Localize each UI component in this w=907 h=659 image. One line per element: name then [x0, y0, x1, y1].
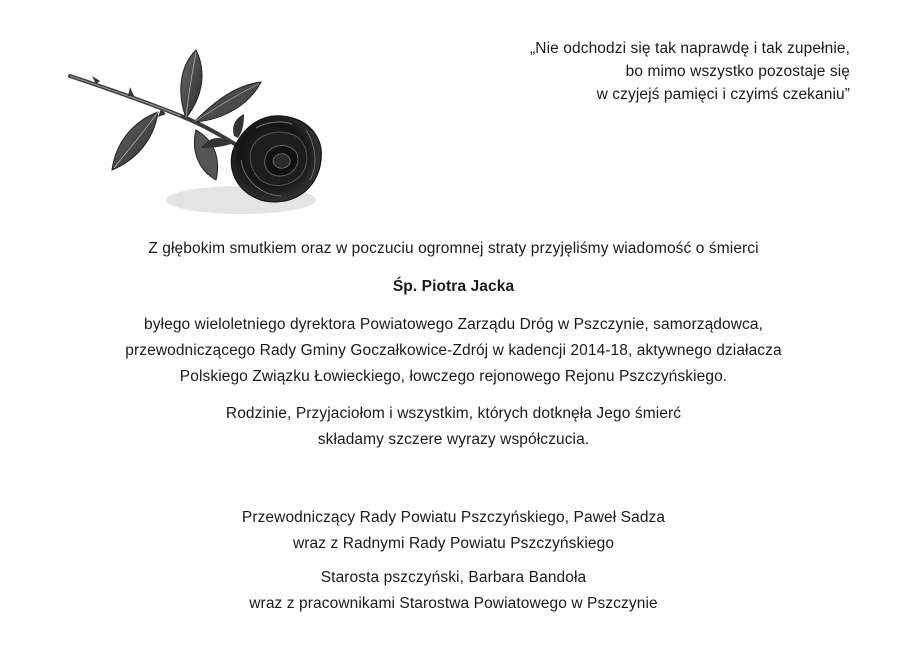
quote-line: w czyjejś pamięci i czyimś czekaniu”	[596, 86, 850, 103]
signature-line: Przewodniczący Rady Powiatu Pszczyńskiego, Paweł Sadza	[241, 509, 666, 526]
rose-icon	[66, 40, 326, 220]
signature-line: wraz z Radnymi Rady Powiatu Pszczyńskiego	[292, 535, 615, 552]
quote-line: „Nie odchodzi się tak naprawdę i tak zupełnie,	[530, 40, 850, 57]
intro-line: Z głębokim smutkiem oraz w poczuciu ogromnej straty przyjęliśmy wiadomość o śmierci	[148, 240, 759, 257]
signature-line: Starosta pszczyński, Barbara Bandoła	[320, 569, 587, 586]
deceased-name	[0, 274, 907, 300]
condolences	[0, 401, 907, 453]
signature-council	[0, 505, 907, 557]
condolences-line: Rodzinie, Przyjaciołom i wszystkim, których dotknęła Jego śmierć	[225, 405, 682, 422]
signature-line: wraz z pracownikami Starostwa Powiatowego w Pszczynie	[249, 595, 658, 612]
bio-line: przewodniczącego Rady Gminy Goczałkowice-Zdrój w kadencji 2014-18, aktywnego działacza	[125, 342, 782, 359]
bio-line: Polskiego Związku Łowieckiego, łowczego rejonowego Rejonu Pszczyńskiego.	[179, 368, 728, 385]
bio-line: byłego wieloletniego dyrektora Powiatowego Zarządu Dróg w Pszczynie, samorządowca,	[143, 316, 764, 333]
signature-starosta	[0, 565, 907, 617]
intro-text	[0, 236, 907, 262]
memorial-quote	[530, 37, 850, 106]
condolences-line: składamy szczere wyrazy współczucia.	[317, 431, 590, 448]
biography	[0, 312, 907, 390]
quote-line: bo mimo wszystko pozostaje się	[625, 63, 850, 80]
name-line: Śp. Piotra Jacka	[392, 278, 515, 295]
